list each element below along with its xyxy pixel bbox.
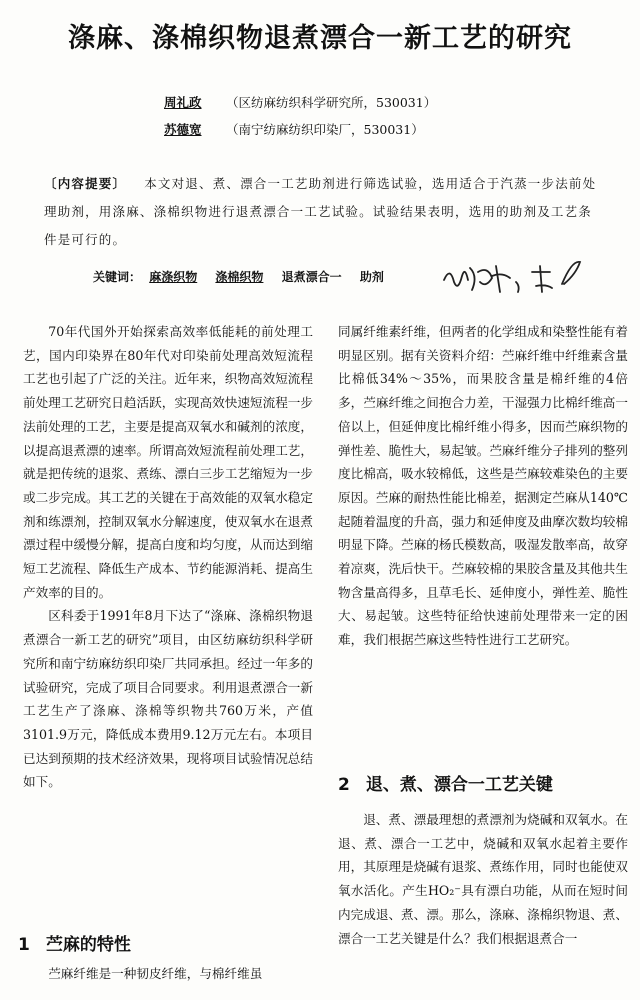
keyword-item: 麻涤织物: [149, 270, 198, 284]
abstract-text: 本文对退、煮、漂合一工艺助剂进行筛选试验，选用适合于汽蒸一步法前处理助剂，用涤麻、涤棉织物进行退煮漂合一工艺试验。试验结果表明，选用的助剂及工艺条件是可行的。: [44, 176, 597, 247]
author-affiliation: （区纺麻纺织科学研究所，530031）: [225, 95, 437, 110]
section-title: 退、煮、漂合一工艺关键: [365, 775, 553, 795]
handwritten-annotation: [440, 258, 590, 302]
author-row-1: [164, 93, 436, 111]
section-heading-2: [338, 770, 553, 795]
handwriting-scribble: [440, 258, 590, 298]
keywords-label: 关键词：: [93, 270, 142, 284]
abstract: [44, 170, 604, 254]
body-paragraph: 退、煮、漂最理想的煮漂剂为烧碱和双氧水。在退、煮、漂合一工艺中，烧碱和双氧水起着主要作用，其原理是烧碱有退浆、煮练作用，同时也能使双氧水活化。产生HO₂⁻具有漂白功能，从而在短时间内完成退、煮、漂。那么，涤麻、涤棉织物退、煮、漂合一工艺关键是什么？我们根据退煮合一: [338, 812, 628, 946]
body-paragraph: 苎麻纤维是一种韧皮纤维，与棉纤维虽: [48, 966, 263, 981]
keyword-item: 涤棉织物: [215, 270, 264, 284]
keyword-item: 退煮漂合一: [281, 270, 342, 284]
right-column: [338, 320, 628, 652]
section-heading-1: [18, 930, 131, 955]
author-name: 周礼政: [164, 95, 202, 110]
left-column-tail: [23, 962, 313, 986]
article-title: 涤麻、涤棉织物退煮漂合一新工艺的研究: [68, 23, 572, 54]
abstract-label: 〔内容提要〕: [44, 176, 127, 191]
author-name: 苏德宽: [164, 122, 202, 137]
left-column: [23, 320, 313, 794]
body-paragraph: 同属纤维素纤维，但两者的化学组成和染整性能有着明显区别。据有关资料介绍：苎麻纤维中纤维素含量比棉低34%～35%，而果胶含量是棉纤维的4倍多，苎麻纤维之间抱合力差，干湿强力比棉纤维高一倍以上，但延伸度比棉纤维小得多，因而苎麻织物的弹性差、脆性大，易起皱。苎麻纤维分子排列的整列度比棉高，吸水较棉低，这些是苎麻较难染色的主要原因。苎麻的耐热性能比棉差，据测定苎麻从140℃起随着温度的升高，强力和延伸度及曲摩次数均较棉明显下降。苎麻的杨氏模数高，吸湿发散率高，故穿着凉爽，洗后快干。苎麻较棉的果胶含量及其他共生物含量高得多，且草毛长、延伸度小，弹性差、脆性大、易起皱。这些特征给快速前处理带来一定的困难，我们根据苎麻这些特性进行工艺研究。: [338, 324, 629, 648]
author-row-2: [164, 120, 424, 138]
right-column-tail: [338, 808, 628, 950]
body-paragraph: 区科委于1991年8月下达了“涤麻、涤棉织物退煮漂合一新工艺的研究”项目，由区纺麻纺织科学研究所和南宁纺麻纺织印染厂共同承担。经过一年多的试验研究，完成了项目合同要求。利用退煮漂合一新工艺生产了涤麻、涤棉等织物共760万米，产值3101.9万元，降低成本费用9.12万元左右。本项目已达到预期的技术经济效果，现将项目试验情况总结如下。: [23, 608, 313, 790]
keywords-line: [93, 268, 398, 285]
section-number: 1: [18, 935, 30, 955]
section-number: 2: [338, 775, 350, 795]
author-affiliation: （南宁纺麻纺织印染厂，530031）: [225, 122, 424, 137]
section-title: 苎麻的特性: [45, 935, 131, 955]
keyword-item: 助剂: [359, 270, 384, 284]
body-paragraph: 70年代国外开始探索高效率低能耗的前处理工艺，国内印染界在80年代对印染前处理高效短流程工艺也引起了广泛的关注。近年来，织物高效短流程前处理工艺研究日趋活跃，实现高效快速短流程一步法前处理的工艺，主要是提高双氧水和碱剂的浓度，以提高退煮漂的速率。所谓高效短流程前处理工艺，就是把传统的退浆、煮练、漂白三步工艺缩短为一步或二步完成。其工艺的关键在于高效能的双氧水稳定剂和练漂剂，控制双氧水分解速度，使双氧水在退煮漂过程中缓慢分解，提高白度和均匀度，从而达到缩短工艺流程、降低生产成本、节约能源消耗、提高生产效率的目的。: [23, 324, 313, 600]
